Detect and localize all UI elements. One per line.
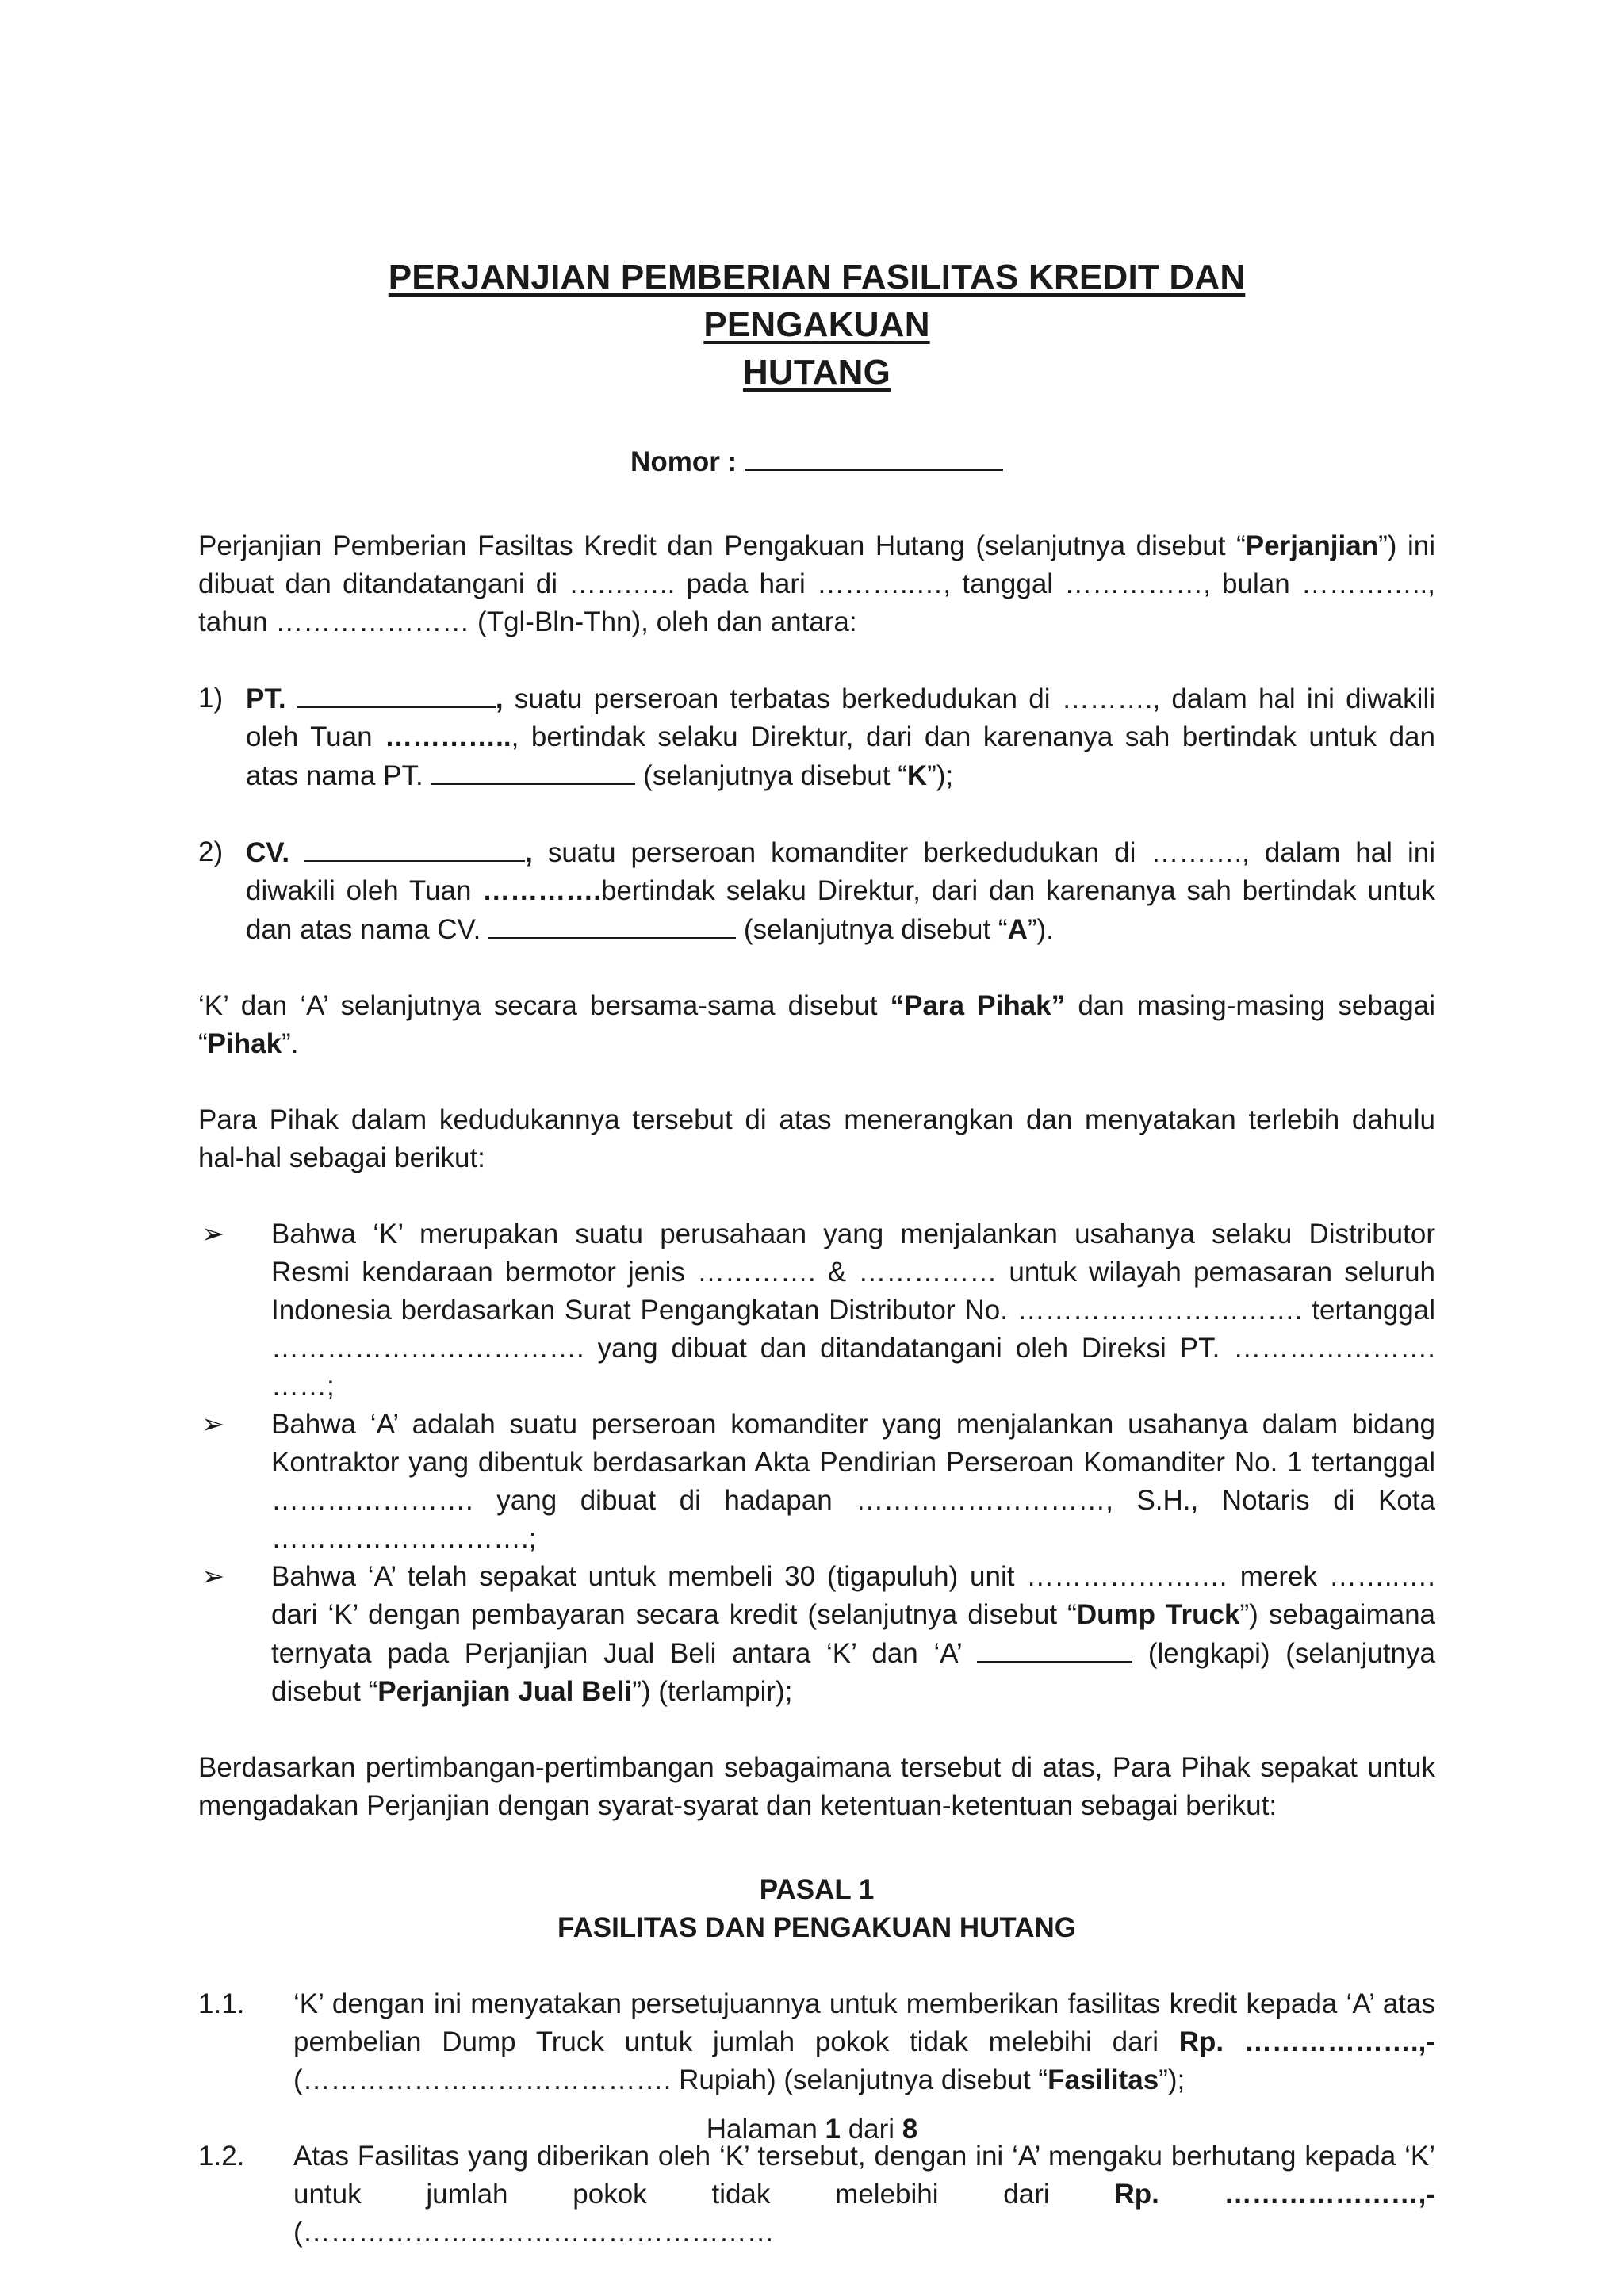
clause-1-1-text-3: ”); (1159, 2064, 1185, 2095)
party-1-text (246, 679, 1435, 795)
footer-text-1: Halaman (706, 2114, 825, 2145)
arrow-bullet-icon: ➢ (201, 1409, 225, 1440)
recital-3-text-4: ”) (terlampir); (632, 1676, 793, 1707)
intro-text-2: ”) ini dibuat dan ditandatangani di …….….. pada hari ………..…, tanggal ……………, bulan ………….., tahun ………………… (Tgl-Bln-Thn), oleh dan antara: (198, 530, 1435, 637)
party-1-tuan-dots: ………….. (385, 721, 511, 752)
nomor-blank (745, 442, 1003, 471)
recital-item (198, 1406, 1435, 1558)
clause-1-1-text (293, 1985, 1435, 2099)
recital-3-text-1: Bahwa ‘A’ telah sepakat untuk membeli 30 (tigapuluh) unit ……………….… merek ……..…. dari ‘K’ dengan pembayaran secara kredit (selanjutnya disebut “ (271, 1561, 1435, 1630)
party-2-text-4: ”). (1027, 914, 1054, 945)
pasal-1-title: FASILITAS DAN PENGAKUAN HUTANG (557, 1912, 1076, 1943)
party-1-comma: , (495, 683, 504, 714)
party-2-tuan-dots: …………. (482, 875, 601, 906)
nomor-line (198, 442, 1435, 481)
party-2-cv-blank (488, 910, 736, 939)
clause-1-1-text-1: ‘K’ dengan ini menyatakan persetujuannya untuk memberikan fasilitas kredit kepada ‘A’ atas pembelian Dump Truck untuk jumlah pokok tidak melebihi dari (293, 1988, 1435, 2057)
pasal-1-number: PASAL 1 (759, 1874, 875, 1905)
clause-1-1-text-2: (…………………………………. Rupiah) (selanjutnya disebut “ (293, 2064, 1048, 2095)
party-2-cv-label: CV. (246, 837, 305, 868)
party-1-text-4: ”); (927, 760, 954, 791)
nomor-label: Nomor : (630, 446, 737, 477)
party-2-text-2: bertindak selaku Direktur, dari dan karenanya sah bertindak untuk dan atas nama CV. (246, 875, 1436, 945)
recital-3-text-3: (lengkapi) (selanjutnya disebut “ (271, 1638, 1435, 1707)
party-1 (198, 679, 1435, 795)
party-1-text-2: , bertindak selaku Direktur, dari dan karenanya sah bertindak untuk dan atas nama PT. (246, 721, 1435, 791)
party-1-alias: K (906, 760, 928, 791)
title-line-2: HUTANG (742, 353, 891, 392)
party-1-pt-label: PT. (246, 683, 297, 714)
parties-def-term-pihak: Pihak (207, 1028, 282, 1059)
recital-item (198, 1215, 1435, 1406)
recital-3-term-dump-truck: Dump Truck (1076, 1599, 1240, 1630)
party-2-text-1: suatu perseroan komanditer berkedudukan di ………., dalam hal ini diwakili oleh Tuan (246, 837, 1435, 906)
clause-1-1-number: 1.1. (198, 1988, 245, 2019)
party-2-text (246, 833, 1435, 949)
clause-1-2-number: 1.2. (198, 2141, 245, 2172)
recital-3-blank (977, 1634, 1132, 1663)
clause-1-2-text (293, 2137, 1435, 2252)
party-2-text-3: (selanjutnya disebut “ (736, 914, 1008, 945)
page-footer (0, 2110, 1624, 2149)
recital-3-text-2: ”) sebagaimana ternyata pada Perjanjian Jual Beli antara ‘K’ dan ‘A’ (271, 1599, 1435, 1669)
party-1-name-blank (297, 679, 496, 708)
intro-paragraph (198, 527, 1435, 641)
party-2-name-blank (304, 833, 525, 862)
consideration-paragraph: Berdasarkan pertimbangan-pertimbangan sebagaimana tersebut di atas, Para Pihak sepakat untuk mengadakan Perjanjian dengan syarat-syarat dan ketentuan-ketentuan sebagai berikut: (198, 1752, 1435, 1821)
party-2 (198, 833, 1435, 949)
party-1-pt-blank (431, 756, 635, 785)
recital-item (198, 1558, 1435, 1711)
document-content (198, 254, 1435, 2252)
footer-page-total: 8 (902, 2114, 918, 2145)
arrow-bullet-icon: ➢ (201, 1219, 225, 1249)
party-1-text-1: suatu perseroan terbatas berkedudukan di ………., dalam hal ini diwakili oleh Tuan (246, 683, 1435, 752)
recitals-intro: Para Pihak dalam kedudukannya tersebut di atas menerangkan dan menyatakan terlebih dahulu hal-hal sebagai berikut: (198, 1104, 1435, 1173)
clause-1-1 (198, 1985, 1435, 2099)
party-2-comma: , (525, 837, 533, 868)
party-1-number: 1) (198, 683, 224, 714)
party-1-text-3: (selanjutnya disebut “ (635, 760, 907, 791)
recitals-list (198, 1215, 1435, 1711)
parties-def-term-para-pihak: “Para Pihak” (890, 990, 1066, 1021)
recital-3-term-pjb: Perjanjian Jual Beli (377, 1676, 633, 1707)
recital-2-text: Bahwa ‘A’ adalah suatu perseroan komanditer yang menjalankan usahanya dalam bidang Kontraktor yang dibentuk berdasarkan Akta Pendirian Perseroan Komanditer No. 1 tertanggal …………………. yang dibuat di hadapan ………………………, S.H., Notaris di Kota ……………………….; (271, 1409, 1435, 1554)
parties-definition (198, 987, 1435, 1063)
arrow-bullet-icon: ➢ (201, 1561, 225, 1592)
parties-def-text-3: ”. (282, 1028, 299, 1059)
pasal-1-heading (198, 1871, 1435, 1947)
footer-text-2: dari (840, 2114, 902, 2145)
recital-1-text: Bahwa ‘K’ merupakan suatu perusahaan yang menjalankan usahanya selaku Distributor Resmi kendaraan bermotor jenis …………. & …………… untuk wilayah pemasaran seluruh Indonesia berdasarkan Surat Pengangkatan Distributor No. …………………………. tertanggal ……………………………. yang dibuat dan ditandatangani oleh Direksi PT. …………………. ……; (271, 1219, 1435, 1402)
clause-1-2-amount: Rp. …………………,- (1114, 2179, 1435, 2210)
parties-def-text-2: dan masing-masing sebagai “ (198, 990, 1435, 1059)
clause-1-2 (198, 2137, 1435, 2252)
document-title (301, 254, 1332, 396)
footer-page-number: 1 (825, 2114, 841, 2145)
clause-1-2-text-1: Atas Fasilitas yang diberikan oleh ‘K’ tersebut, dengan ini ‘A’ mengaku berhutang kepada ‘K’ untuk jumlah pokok tidak melebihi dari (293, 2141, 1435, 2210)
party-2-number: 2) (198, 836, 224, 867)
intro-text-1: Perjanjian Pemberian Fasiltas Kredit dan Pengakuan Hutang (selanjutnya disebut “ (198, 530, 1246, 561)
clause-1-2-text-2: (…………………………………………… (293, 2217, 775, 2248)
title-line-1: PERJANJIAN PEMBERIAN FASILITAS KREDIT DAN PENGAKUAN (388, 258, 1246, 344)
clause-1-1-amount: Rp. ……………….,- (1178, 2026, 1435, 2057)
clause-1-1-term-fasilitas: Fasilitas (1048, 2064, 1159, 2095)
recital-3-text (271, 1558, 1435, 1711)
intro-term-perjanjian: Perjanjian (1245, 530, 1379, 561)
parties-def-text-1: ‘K’ dan ‘A’ selanjutnya secara bersama-sama disebut (198, 990, 891, 1021)
party-2-alias: A (1007, 914, 1028, 945)
